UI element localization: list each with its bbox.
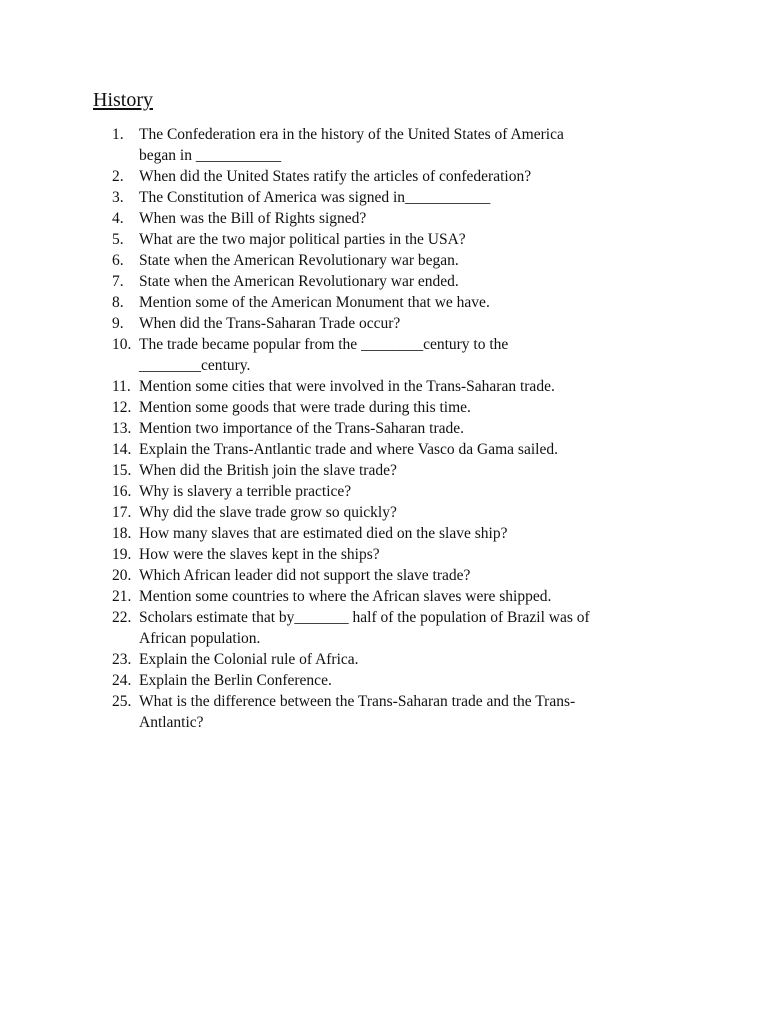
question-item	[112, 313, 692, 334]
question-item	[112, 418, 692, 439]
question-text	[112, 376, 692, 397]
question-line: Explain the Colonial rule of Africa.	[139, 651, 359, 668]
question-text	[112, 334, 692, 355]
question-text	[112, 187, 692, 208]
question-item	[112, 565, 692, 586]
question-text	[112, 397, 692, 418]
question-item	[112, 334, 692, 376]
question-item	[112, 649, 692, 670]
question-text	[112, 439, 692, 460]
question-number: 11.	[112, 378, 131, 395]
question-line: State when the American Revolutionary war ended.	[139, 273, 459, 290]
question-list	[112, 124, 692, 733]
question-line: Mention some cities that were involved in the Trans-Saharan trade.	[139, 378, 555, 395]
question-item	[112, 523, 692, 544]
question-item	[112, 481, 692, 502]
question-number: 19.	[112, 546, 132, 563]
question-line: The trade became popular from the ________century to the	[139, 336, 509, 353]
question-number: 22.	[112, 609, 132, 626]
question-text	[112, 250, 692, 271]
question-text	[112, 670, 692, 691]
question-item	[112, 166, 692, 187]
question-item	[112, 460, 692, 481]
question-text	[112, 523, 692, 544]
question-line: Explain the Berlin Conference.	[139, 672, 332, 689]
question-line: The Constitution of America was signed in___________	[139, 189, 491, 206]
question-line: How were the slaves kept in the ships?	[139, 546, 380, 563]
question-number: 5.	[112, 231, 124, 248]
question-item	[112, 544, 692, 565]
question-number: 3.	[112, 189, 124, 206]
question-text	[112, 481, 692, 502]
question-line: What are the two major political parties in the USA?	[139, 231, 466, 248]
question-number: 15.	[112, 462, 132, 479]
question-number: 17.	[112, 504, 132, 521]
question-line: When was the Bill of Rights signed?	[139, 210, 367, 227]
question-text	[112, 649, 692, 670]
question-line: The Confederation era in the history of the United States of America	[139, 126, 564, 143]
question-line: ________century.	[139, 357, 251, 374]
question-text	[112, 691, 692, 712]
question-line: State when the American Revolutionary war began.	[139, 252, 459, 269]
question-number: 16.	[112, 483, 132, 500]
question-line: Mention some countries to where the African slaves were shipped.	[139, 588, 552, 605]
question-text-continuation	[112, 145, 692, 166]
question-number: 1.	[112, 126, 124, 143]
question-number: 21.	[112, 588, 132, 605]
question-item	[112, 502, 692, 523]
question-line: began in ___________	[139, 147, 282, 164]
question-item	[112, 439, 692, 460]
question-number: 8.	[112, 294, 124, 311]
question-number: 18.	[112, 525, 132, 542]
question-number: 6.	[112, 252, 124, 269]
question-number: 23.	[112, 651, 132, 668]
question-line: Which African leader did not support the slave trade?	[139, 567, 471, 584]
question-item	[112, 250, 692, 271]
question-number: 20.	[112, 567, 132, 584]
question-text	[112, 586, 692, 607]
question-item	[112, 208, 692, 229]
question-line: How many slaves that are estimated died on the slave ship?	[139, 525, 508, 542]
question-number: 25.	[112, 693, 132, 710]
question-line: Why is slavery a terrible practice?	[139, 483, 352, 500]
question-line: Mention two importance of the Trans-Saharan trade.	[139, 420, 464, 437]
question-item	[112, 229, 692, 250]
question-line: What is the difference between the Trans-Saharan trade and the Trans-	[139, 693, 576, 710]
question-number: 10.	[112, 336, 132, 353]
question-text	[112, 313, 692, 334]
question-line: Explain the Trans-Antlantic trade and where Vasco da Gama sailed.	[139, 441, 558, 458]
question-line: Why did the slave trade grow so quickly?	[139, 504, 397, 521]
question-number: 24.	[112, 672, 132, 689]
question-number: 4.	[112, 210, 124, 227]
question-text	[112, 292, 692, 313]
question-item	[112, 376, 692, 397]
question-item	[112, 397, 692, 418]
question-text	[112, 229, 692, 250]
question-item	[112, 670, 692, 691]
question-number: 14.	[112, 441, 132, 458]
question-number: 7.	[112, 273, 124, 290]
question-text	[112, 271, 692, 292]
question-item	[112, 187, 692, 208]
question-item	[112, 292, 692, 313]
question-text	[112, 460, 692, 481]
question-line: When did the United States ratify the articles of confederation?	[139, 168, 532, 185]
question-item	[112, 586, 692, 607]
question-line: Scholars estimate that by_______ half of the population of Brazil was of	[139, 609, 590, 626]
question-text-continuation	[112, 712, 692, 733]
question-text	[112, 607, 692, 628]
question-line: African population.	[139, 630, 261, 647]
question-number: 12.	[112, 399, 132, 416]
question-line: Antlantic?	[139, 714, 204, 731]
question-item	[112, 124, 692, 166]
question-text	[112, 124, 692, 145]
question-text	[112, 418, 692, 439]
question-number: 2.	[112, 168, 124, 185]
question-item	[112, 691, 692, 733]
question-text	[112, 502, 692, 523]
question-text	[112, 166, 692, 187]
question-number: 13.	[112, 420, 132, 437]
question-line: Mention some goods that were trade during this time.	[139, 399, 471, 416]
question-line: When did the Trans-Saharan Trade occur?	[139, 315, 401, 332]
question-line: Mention some of the American Monument that we have.	[139, 294, 490, 311]
question-item	[112, 607, 692, 649]
question-text	[112, 565, 692, 586]
question-item	[112, 271, 692, 292]
question-number: 9.	[112, 315, 124, 332]
question-line: When did the British join the slave trade?	[139, 462, 397, 479]
question-text	[112, 544, 692, 565]
question-text	[112, 208, 692, 229]
question-text-continuation	[112, 628, 692, 649]
page-title: History	[93, 89, 153, 111]
question-text-continuation	[112, 355, 692, 376]
